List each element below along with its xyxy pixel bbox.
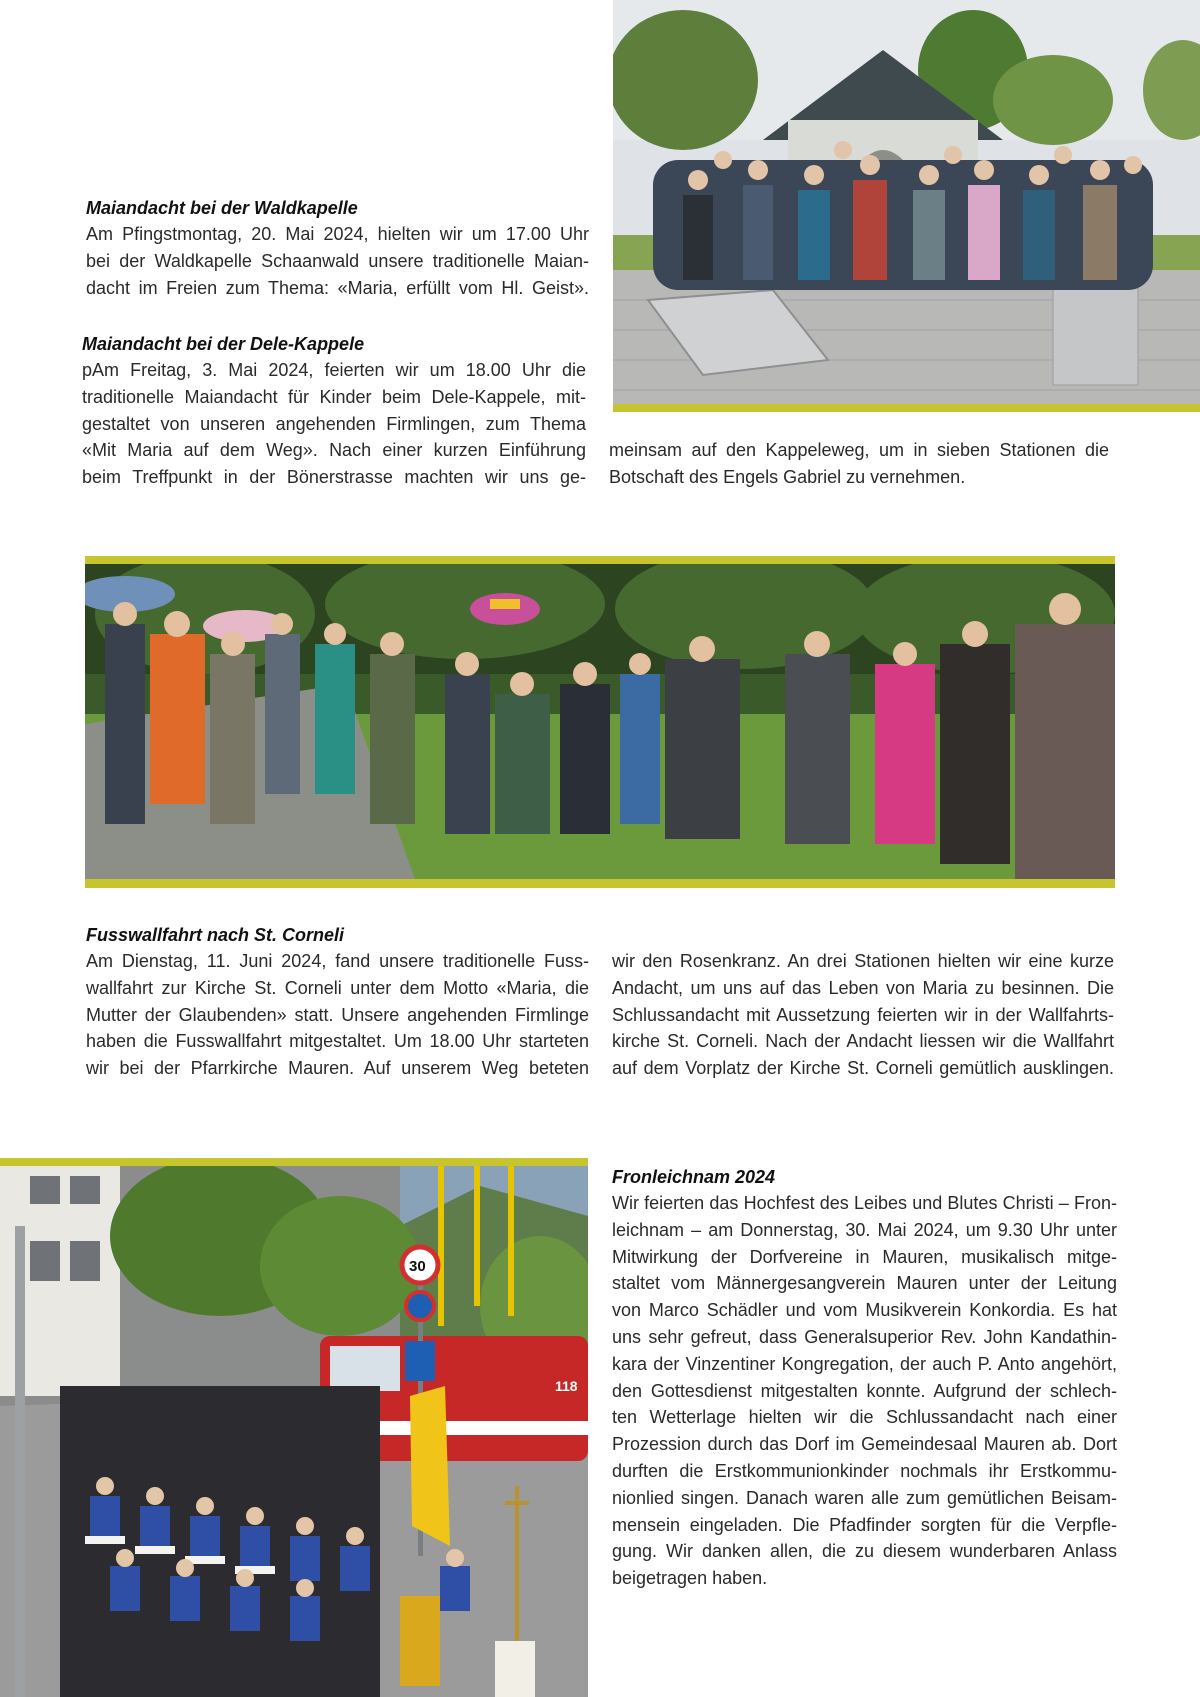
photo-accent-bar <box>85 879 1115 888</box>
fire-truck-number: 118 <box>555 1378 578 1394</box>
dele-kappele-crowd-photo <box>85 564 1115 879</box>
section-text-dele-kappele-left: pAm Freitag, 3. Mai 2024, feierten wir um 18.00 Uhr die traditionelle Maiandacht für Kinder beim Dele-Kappele, mit- gestaltet von unseren angehenden Firmlingen, zum Thema «Mit Maria auf dem Weg». Nach einer kurzen Einführung beim Treffpunkt in der Bönerstrasse machten wir uns ge- <box>82 360 586 488</box>
photo-accent-bar <box>0 1158 588 1166</box>
section-text-fronleichnam: Wir feierten das Hochfest des Leibes und Blutes Christi – Fron- leichnam – am Donnerstag, 30. Mai 2024, um 9.30 Uhr unter Mitwirkung der Dorfvereine in Mauren, musikalisch mitge- staltet vom Männergesangverein Mauren unter der Leitung von Marco Schädler und vom Musikverein Konkordia. Es hat uns sehr gefreut, dass Generalsuperior Rev. John Kandathin- kara der Vinzentiner Kongregation, der auch P. Anto angehört, den Gottesdienst mitgestalten konnte. Aufgrund der schlech- ten Wetterlage hielten wir die Schlussandacht nach einer Prozession durch das Dorf im Gemeindesaal Mauren ab. Dort durften die Erstkommunionkinder nochmals ihr Erstkommu- nionlied singen. Danach waren alle zum gemütlichen Beisam- mensein eingeladen. Die Pfadfinder sorgten für die Verpfle- gung. Wir danken allen, die zu diesem wunderbaren Anlass beigetragen haben. <box>612 1193 1117 1589</box>
photo-accent-bar <box>613 404 1200 412</box>
section-title-fronleichnam: Fronleichnam 2024 <box>612 1167 776 1187</box>
photo-accent-bar <box>85 556 1115 564</box>
section-title-dele-kappele: Maiandacht bei der Dele-Kappele <box>82 334 365 354</box>
section-text-fusswallfahrt-right: wir den Rosenkranz. An drei Stationen hielten wir eine kurze Andacht, um uns auf das Leben von Maria zu besinnen. Die Schlussandacht mit Aussetzung feierten wir in der Wallfahrts- kirche St. Corneli. Nach der Andacht liessen wir die Wallfahrt auf dem Vorplatz der Kirche St. Corneli gemütlich ausklingen. <box>612 951 1114 1079</box>
section-title-waldkapelle: Maiandacht bei der Waldkapelle <box>86 198 358 218</box>
fronleichnam-procession-photo <box>0 1166 588 1697</box>
section-text-dele-kappele-right: meinsam auf den Kappeleweg, um in sieben Stationen die Botschaft des Engels Gabriel zu vernehmen. <box>609 440 1109 487</box>
section-text-fusswallfahrt-left: Am Dienstag, 11. Juni 2024, fand unsere traditionelle Fuss- wallfahrt zur Kirche St. Corneli unter dem Motto «Maria, die Mutter der Glaubenden» statt. Unsere angehenden Firmlinge haben die Fusswallfahrt mitgestaltet. Um 18.00 Uhr starteten wir bei der Pfarrkirche Mauren. Auf unserem Weg beteten <box>86 951 589 1079</box>
section-title-fusswallfahrt: Fusswallfahrt nach St. Corneli <box>86 925 345 945</box>
section-text-waldkapelle: Am Pfingstmontag, 20. Mai 2024, hielten wir um 17.00 Uhr bei der Waldkapelle Schaanwald unsere traditionelle Maian- dacht im Freien zum Thema: «Maria, erfüllt vom Hl. Geist». <box>86 224 589 298</box>
speed-sign-number: 30 <box>409 1258 426 1275</box>
waldkapelle-group-photo <box>613 0 1200 404</box>
